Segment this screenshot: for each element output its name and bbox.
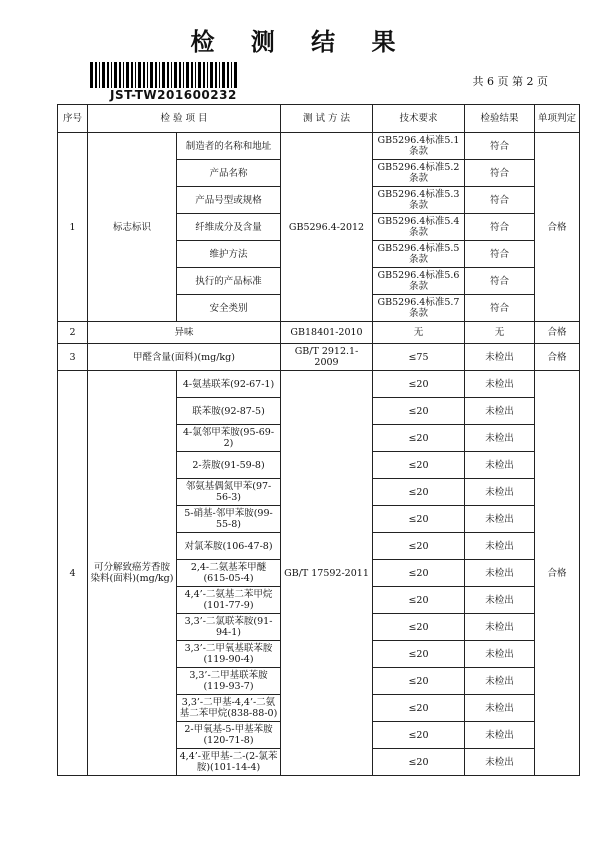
- result: 未检出: [465, 560, 535, 587]
- barcode-bar: [207, 62, 208, 88]
- barcode-bar: [95, 62, 97, 88]
- barcode-bar: [102, 62, 105, 88]
- item-name: 执行的产品标准: [177, 268, 281, 295]
- barcode-bar: [191, 62, 193, 88]
- requirement: GB5296.4标准5.3条款: [373, 187, 465, 214]
- result: 未检出: [465, 614, 535, 641]
- requirement: GB5296.4标准5.4条款: [373, 214, 465, 241]
- item-name: 4-氨基联苯(92-67-1): [177, 371, 281, 398]
- requirement: ≤20: [373, 695, 465, 722]
- row-number: 2: [58, 322, 88, 344]
- result: 符合: [465, 160, 535, 187]
- result: 未检出: [465, 668, 535, 695]
- result: 无: [465, 322, 535, 344]
- barcode-bar: [123, 62, 124, 88]
- barcode-bar: [171, 62, 172, 88]
- result: 未检出: [465, 425, 535, 452]
- item-name: 3,3’-二甲基联苯胺(119-93-7): [177, 668, 281, 695]
- requirement: GB5296.4标准5.5条款: [373, 241, 465, 268]
- requirement: ≤20: [373, 560, 465, 587]
- requirement: GB5296.4标准5.7条款: [373, 295, 465, 322]
- barcode-bar: [150, 62, 153, 88]
- item-name: 2-甲氧基-5-甲基苯胺(120-71-8): [177, 722, 281, 749]
- row-number: 4: [58, 371, 88, 776]
- item-name: 产品号型或规格: [177, 187, 281, 214]
- row-number: 3: [58, 344, 88, 371]
- result: 未检出: [465, 749, 535, 776]
- result: 未检出: [465, 506, 535, 533]
- barcode-bar: [183, 62, 184, 88]
- item-name: 安全类别: [177, 295, 281, 322]
- result: 符合: [465, 295, 535, 322]
- item-name: 联苯胺(92-87-5): [177, 398, 281, 425]
- requirement: ≤20: [373, 533, 465, 560]
- barcode-bar: [155, 62, 157, 88]
- requirement: GB5296.4标准5.6条款: [373, 268, 465, 295]
- requirement: ≤20: [373, 587, 465, 614]
- barcode-bar: [179, 62, 181, 88]
- item-name: 产品名称: [177, 160, 281, 187]
- barcode-bar: [195, 62, 196, 88]
- barcode-bar: [131, 62, 133, 88]
- requirement: ≤20: [373, 668, 465, 695]
- barcode-bar: [111, 62, 112, 88]
- item-name: 甲醛含量(面料)(mg/kg): [88, 344, 281, 371]
- barcode-bar: [227, 62, 229, 88]
- row-number: 1: [58, 133, 88, 322]
- barcode-bar: [162, 62, 165, 88]
- requirement: ≤20: [373, 614, 465, 641]
- item-name: 2,4-二氨基苯甲醚(615-05-4): [177, 560, 281, 587]
- item-name: 3,3’-二甲基-4,4’-二氨基二苯甲烷(838-88-0): [177, 695, 281, 722]
- result: 未检出: [465, 371, 535, 398]
- result: 未检出: [465, 344, 535, 371]
- barcode-bar: [222, 62, 225, 88]
- header-requirement: 技术要求: [373, 105, 465, 133]
- item-name: 维护方法: [177, 241, 281, 268]
- barcode-bar: [231, 62, 232, 88]
- test-method: GB/T 2912.1-2009: [281, 344, 373, 371]
- table-header: [58, 105, 580, 133]
- requirement: ≤20: [373, 749, 465, 776]
- barcode-bar: [143, 62, 145, 88]
- table-row: [58, 371, 580, 398]
- table-row: [58, 322, 580, 344]
- barcode-bar: [210, 62, 213, 88]
- item-name: 对氯苯胺(106-47-8): [177, 533, 281, 560]
- barcode-number: JST-TW201600232: [110, 88, 237, 102]
- item-name: 5-硝基-邻甲苯胺(99-55-8): [177, 506, 281, 533]
- test-method: GB5296.4-2012: [281, 133, 373, 322]
- barcode-bar: [215, 62, 217, 88]
- table-row: [58, 344, 580, 371]
- barcode-bar: [126, 62, 129, 88]
- requirement: ≤75: [373, 344, 465, 371]
- verdict: 合格: [535, 133, 580, 322]
- table-row: [58, 133, 580, 160]
- requirement: ≤20: [373, 425, 465, 452]
- barcode-bar: [99, 62, 100, 88]
- header-result: 检验结果: [465, 105, 535, 133]
- requirement: 无: [373, 322, 465, 344]
- barcode-image: [90, 62, 240, 88]
- requirement: ≤20: [373, 506, 465, 533]
- item-name: 4,4’-二氨基二苯甲烷(101-77-9): [177, 587, 281, 614]
- test-method: GB/T 17592-2011: [281, 371, 373, 776]
- barcode-bar: [203, 62, 205, 88]
- category-label: 可分解致癌芳香胺染料(面料)(mg/kg): [88, 371, 177, 776]
- result: 符合: [465, 241, 535, 268]
- requirement: ≤20: [373, 371, 465, 398]
- requirement: GB5296.4标准5.1条款: [373, 133, 465, 160]
- item-name: 3,3’-二甲氧基联苯胺(119-90-4): [177, 641, 281, 668]
- verdict: 合格: [535, 322, 580, 344]
- item-name: 3,3’-二氯联苯胺(91-94-1): [177, 614, 281, 641]
- requirement: ≤20: [373, 479, 465, 506]
- result: 未检出: [465, 398, 535, 425]
- barcode-bar: [135, 62, 136, 88]
- result: 符合: [465, 187, 535, 214]
- header-method: 测 试 方 法: [281, 105, 373, 133]
- result: 未检出: [465, 641, 535, 668]
- page-info: 共 6 页 第 2 页: [472, 75, 548, 88]
- barcode-bar: [167, 62, 169, 88]
- requirement: ≤20: [373, 722, 465, 749]
- barcode-bar: [119, 62, 121, 88]
- barcode-bar: [107, 62, 109, 88]
- barcode-bar: [234, 62, 237, 88]
- requirement: ≤20: [373, 641, 465, 668]
- result: 未检出: [465, 533, 535, 560]
- item-name: 邻氨基偶氮甲苯(97-56-3): [177, 479, 281, 506]
- barcode-bar: [198, 62, 201, 88]
- category-label: 标志标识: [88, 133, 177, 322]
- result: 未检出: [465, 695, 535, 722]
- barcode-bar: [138, 62, 141, 88]
- item-name: 制造者的名称和地址: [177, 133, 281, 160]
- result: 未检出: [465, 722, 535, 749]
- header-verdict: 单项判定: [535, 105, 580, 133]
- result: 符合: [465, 133, 535, 160]
- barcode-bar: [186, 62, 189, 88]
- result: 符合: [465, 214, 535, 241]
- result: 未检出: [465, 479, 535, 506]
- result: 未检出: [465, 452, 535, 479]
- requirement: ≤20: [373, 452, 465, 479]
- item-name: 4,4’-亚甲基-二-(2-氯苯胺)(101-14-4): [177, 749, 281, 776]
- results-table: [57, 104, 580, 776]
- barcode-bar: [174, 62, 177, 88]
- header-item: 检 验 项 目: [88, 105, 281, 133]
- requirement: GB5296.4标准5.2条款: [373, 160, 465, 187]
- verdict: 合格: [535, 344, 580, 371]
- verdict: 合格: [535, 371, 580, 776]
- barcode-bar: [114, 62, 117, 88]
- item-name: 4-氯邻甲苯胺(95-69-2): [177, 425, 281, 452]
- item-name: 纤维成分及含量: [177, 214, 281, 241]
- barcode-bar: [90, 62, 93, 88]
- test-method: GB18401-2010: [281, 322, 373, 344]
- barcode-bar: [219, 62, 220, 88]
- item-name: 异味: [88, 322, 281, 344]
- result: 未检出: [465, 587, 535, 614]
- header-no: 序号: [58, 105, 88, 133]
- barcode-bar: [159, 62, 160, 88]
- item-name: 2-萘胺(91-59-8): [177, 452, 281, 479]
- requirement: ≤20: [373, 398, 465, 425]
- result: 符合: [465, 268, 535, 295]
- report-title: 检 测 结 果: [190, 28, 410, 56]
- barcode-bar: [147, 62, 148, 88]
